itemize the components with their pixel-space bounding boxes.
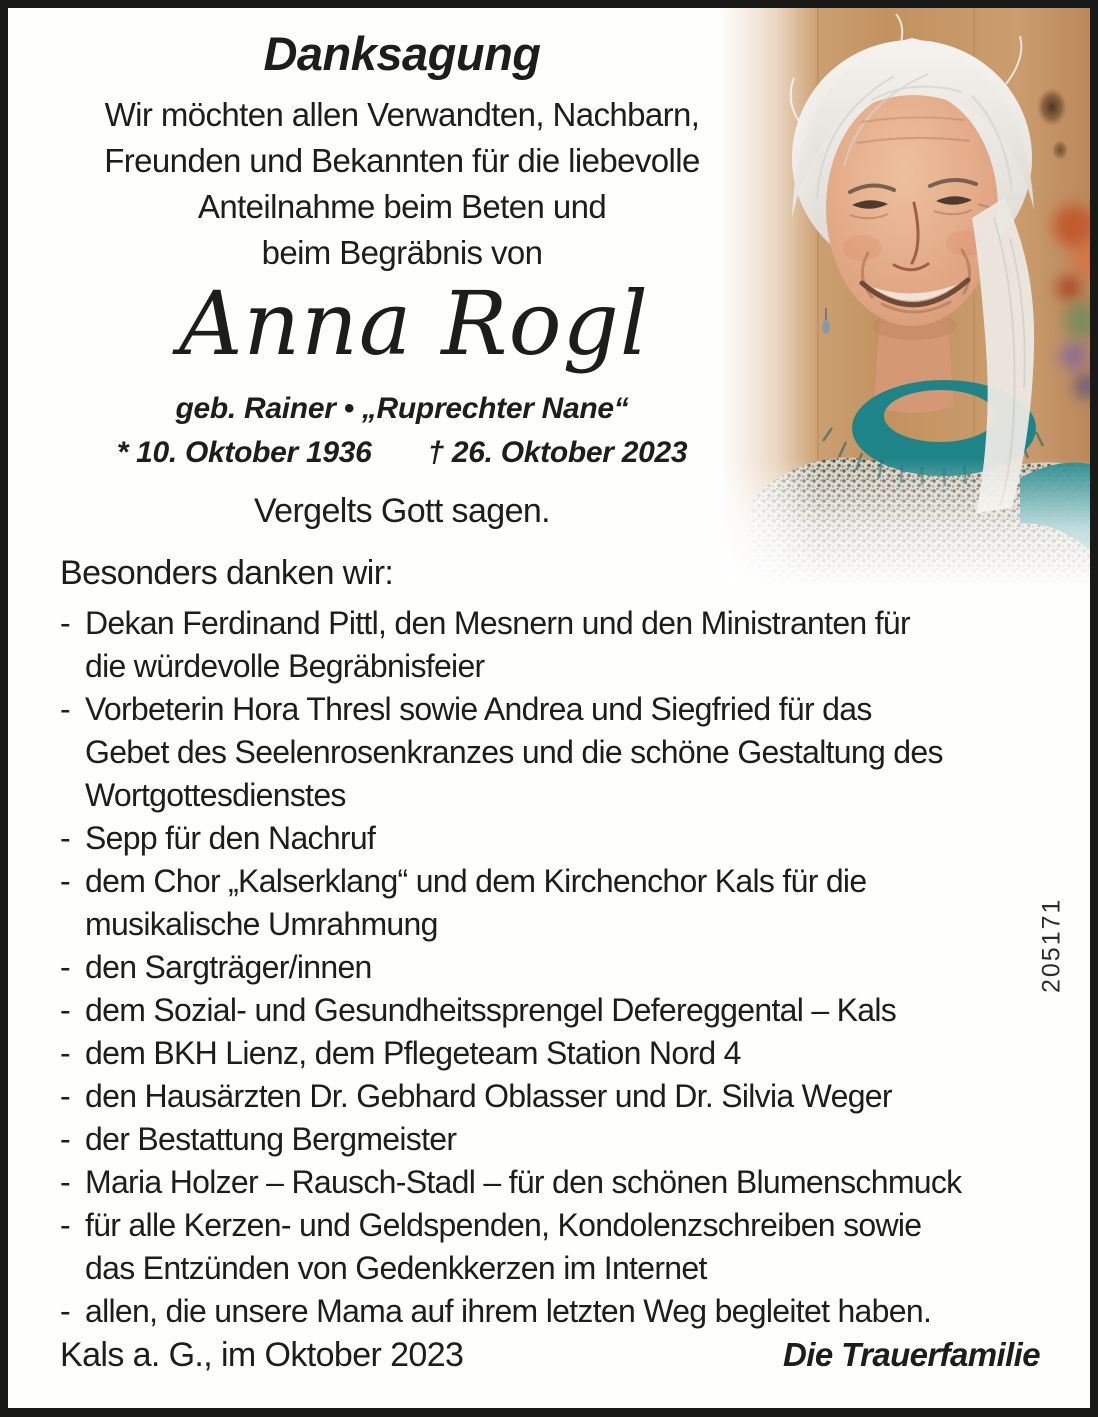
page-title: Danksagung xyxy=(263,27,541,80)
place-date: Kals a. G., im Oktober 2023 xyxy=(60,1336,464,1374)
list-bullet: - xyxy=(60,949,70,985)
intro-paragraph xyxy=(8,92,796,276)
list-bullet: - xyxy=(60,691,70,727)
list-item xyxy=(60,989,1048,1032)
list-bullet: - xyxy=(60,863,70,899)
list-item-text: Sepp für den Nachruf xyxy=(85,820,376,856)
list-item xyxy=(60,1204,1048,1290)
family-signature: Die Trauerfamilie xyxy=(783,1336,1040,1373)
list-item-text: dem BKH Lienz, dem Pflegeteam Station Nord 4 xyxy=(85,1035,741,1071)
thanks-list-heading: Besonders danken wir: xyxy=(60,554,394,592)
list-item xyxy=(60,1075,1048,1118)
thanks-list xyxy=(60,602,1048,1333)
list-bullet: - xyxy=(60,1121,70,1157)
intro-line: Freunden und Bekannten für die liebevolle xyxy=(104,142,700,179)
deceased-subtitle: geb. Rainer • „Ruprechter Nane“ xyxy=(175,392,629,425)
list-item xyxy=(60,1118,1048,1161)
list-item-text: Maria Holzer – Rausch-Stadl – für den schönen Blumenschmuck xyxy=(85,1164,962,1200)
list-item-text: der Bestattung Bergmeister xyxy=(85,1121,457,1157)
intro-line: Anteilnahme beim Beten und xyxy=(197,188,607,225)
wood-knot xyxy=(1037,88,1067,126)
list-item xyxy=(60,688,1048,817)
list-item xyxy=(60,860,1048,946)
list-bullet: - xyxy=(60,1207,70,1243)
birth-date: * 10. Oktober 1936 xyxy=(116,436,372,469)
list-item xyxy=(60,817,1048,860)
list-bullet: - xyxy=(60,1078,70,1114)
list-item-text: den Hausärzten Dr. Gebhard Oblasser und Dr. Silvia Weger xyxy=(85,1078,892,1114)
list-bullet: - xyxy=(60,1293,70,1329)
deceased-name: Anna Rogl xyxy=(178,272,650,375)
face xyxy=(826,90,998,326)
list-item xyxy=(60,1032,1048,1075)
list-bullet: - xyxy=(60,1164,70,1200)
list-item xyxy=(60,602,1048,688)
list-item-text: dem Sozial- und Gesundheitssprengel Defereggental – Kals xyxy=(85,992,897,1028)
list-bullet: - xyxy=(60,820,70,856)
list-item-text: Dekan Ferdinand Pittl, den Mesnern und den Ministranten für die würdevolle Begräbnisfeier xyxy=(85,605,910,684)
list-bullet: - xyxy=(60,1035,70,1071)
list-item-text: Vorbeterin Hora Thresl sowie Andrea und Siegfried für das Gebet des Seelenrosenkranzes und die schöne Gestaltung des Wortgottesdienstes xyxy=(85,691,943,813)
list-item-text: allen, die unsere Mama auf ihrem letzten Weg begleitet haben. xyxy=(85,1293,932,1329)
earring xyxy=(822,320,830,334)
list-item xyxy=(60,946,1048,989)
list-item-text: den Sargträger/innen xyxy=(85,949,372,985)
footer xyxy=(60,1336,1040,1375)
list-bullet: - xyxy=(60,605,70,641)
list-bullet: - xyxy=(60,992,70,1028)
intro-line: beim Begräbnis von xyxy=(261,234,543,271)
life-dates xyxy=(8,436,796,470)
list-item-text: dem Chor „Kalserklang“ und dem Kirchenchor Kals für die musikalische Umrahmung xyxy=(85,863,867,942)
reference-number: 205171 xyxy=(1037,897,1066,993)
list-item-text: für alle Kerzen- und Geldspenden, Kondolenzschreiben sowie das Entzünden von Gedenkkerzen im Internet xyxy=(85,1207,922,1286)
death-date: † 26. Oktober 2023 xyxy=(427,436,688,469)
list-item xyxy=(60,1161,1048,1204)
list-item xyxy=(60,1290,1048,1333)
intro-line: Wir möchten allen Verwandten, Nachbarn, xyxy=(104,96,700,133)
thanks-phrase: Vergelts Gott sagen. xyxy=(253,492,551,530)
